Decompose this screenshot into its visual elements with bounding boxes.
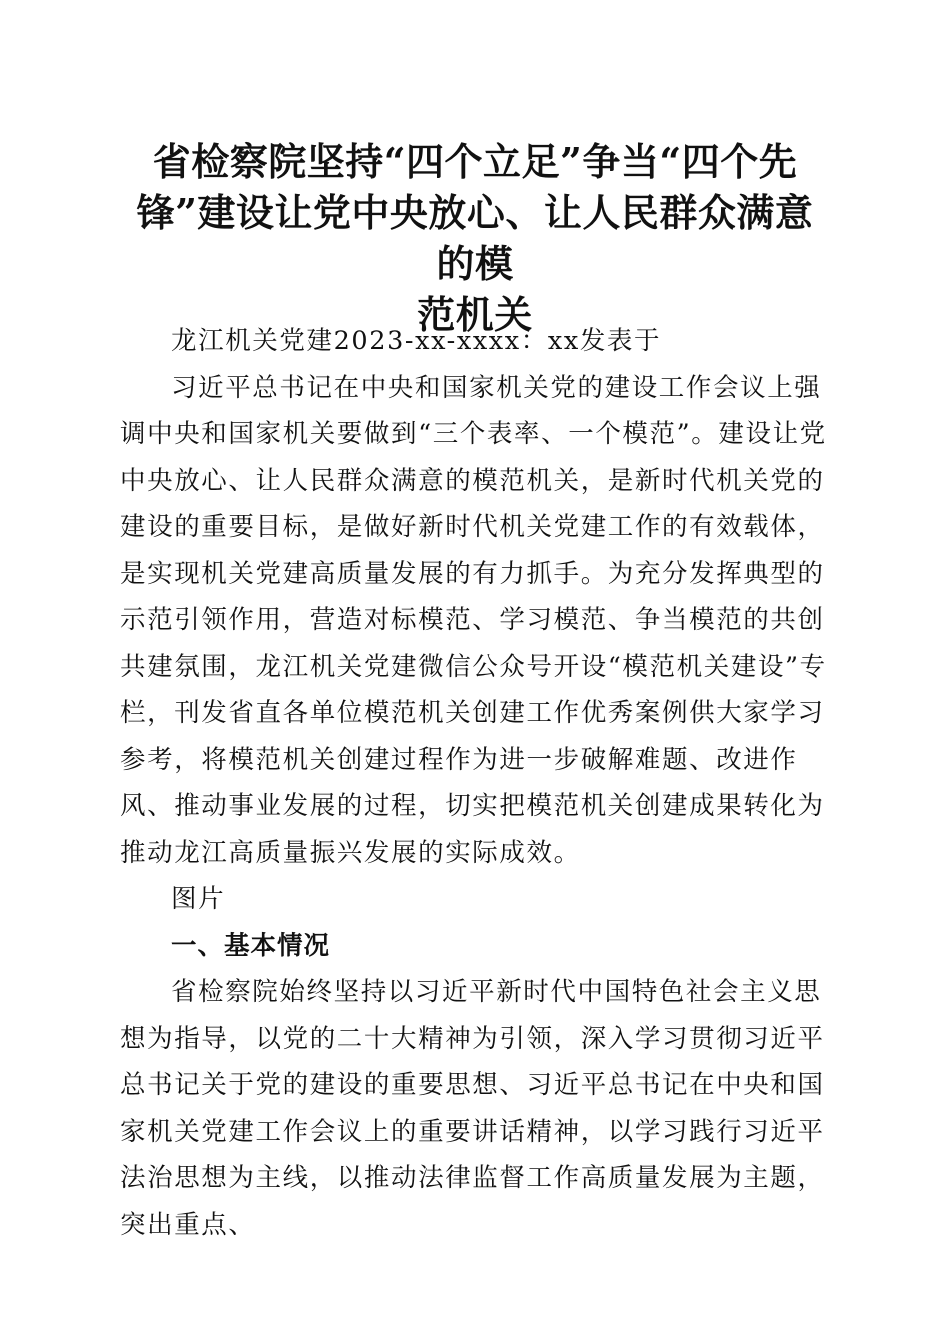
document-title: [120, 136, 830, 340]
title-line: 锋”建设让党中央放心、让人民群众满意的模: [136, 190, 814, 286]
intro-paragraph: 习近平总书记在中央和国家机关党的建设工作会议上强调中央和国家机关要做到“三个表率、一个模范”。建设让党中央放心、让人民群众满意的模范机关，是新时代机关党的建设的重要目标，是做好新时代机关党建工作的有效载体，是实现机关党建高质量发展的有力抓手。为充分发挥典型的示范引领作用，营造对标模范、学习模范、争当模范的共创共建氛围，龙江机关党建微信公众号开设“模范机关建设”专栏，刊发省直各单位模范机关创建工作优秀案例供大家学习参考，将模范机关创建过程作为进一步破解难题、改进作风、推动事业发展的过程，切实把模范机关创建成果转化为推动龙江高质量振兴发展的实际成效。: [120, 372, 827, 868]
section-paragraph: 省检察院始终坚持以习近平新时代中国特色社会主义思想为指导，以党的二十大精神为引领，深入学习贯彻习近平总书记关于党的建设的重要思想、习近平总书记在中央和国家机关党建工作会议上的重要讲话精神，以学习践行习近平法治思想为主线，以推动法律监督工作高质量发展为主题，突出重点、: [120, 977, 825, 1240]
title-line: 省检察院坚持“四个立足”争当“四个先: [152, 139, 798, 184]
byline: 龙江机关党建2023-xx-xxxx：xx发表于: [171, 326, 662, 356]
title-line: 范机关: [417, 292, 533, 337]
document-body: [120, 318, 830, 1248]
image-placeholder-text: 图片: [171, 884, 226, 914]
section-heading: 一、基本情况: [171, 930, 331, 961]
